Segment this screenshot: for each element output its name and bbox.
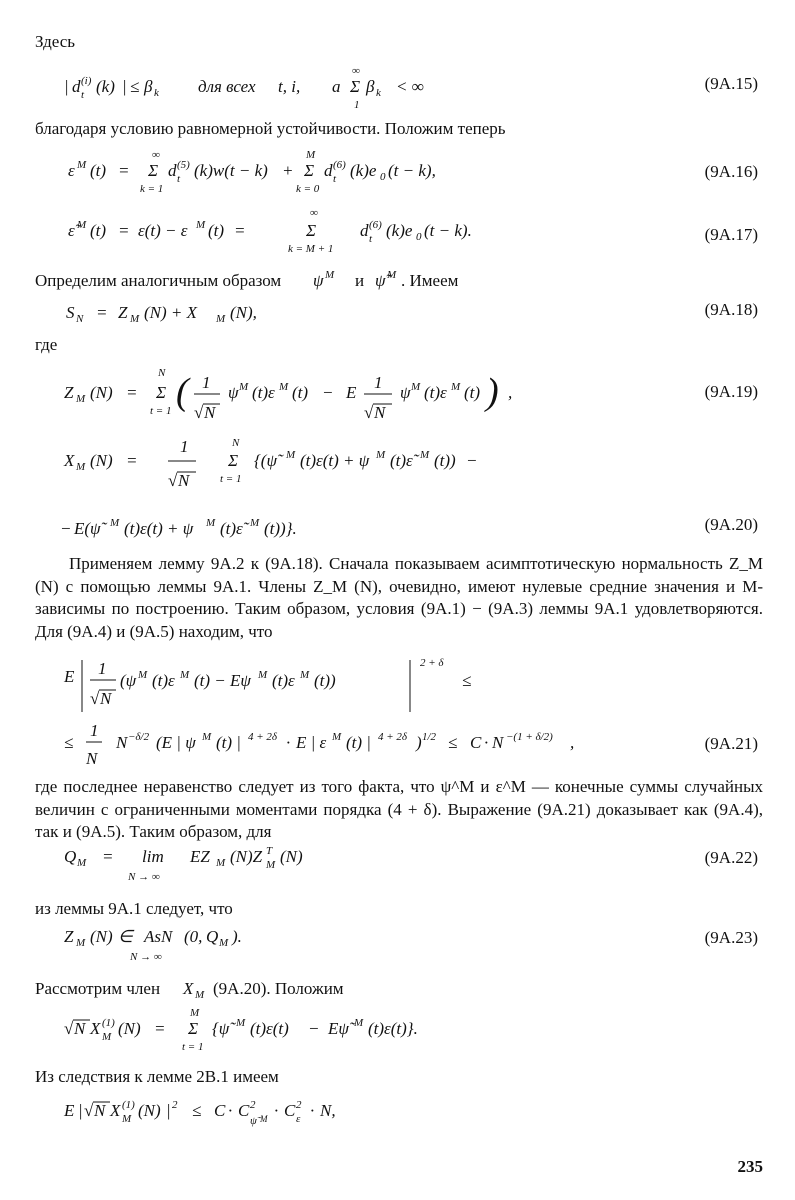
svg-text:(N) + X: (N) + X xyxy=(144,303,198,322)
svg-text:√: √ xyxy=(90,689,100,708)
equation-number: (9А.15) xyxy=(704,74,758,93)
svg-text:4 + 2δ: 4 + 2δ xyxy=(378,731,408,743)
svg-text:1: 1 xyxy=(202,373,211,392)
equation-moment-bound xyxy=(60,1088,540,1149)
svg-text:2: 2 xyxy=(172,1099,178,1111)
svg-text:k = 1: k = 1 xyxy=(140,183,164,195)
svg-text:(6): (6) xyxy=(369,219,382,231)
svg-text:X: X xyxy=(183,979,194,998)
svg-text:M: M xyxy=(260,1114,268,1124)
svg-text:а: а xyxy=(332,77,341,96)
svg-text:−(1 + δ/2): −(1 + δ/2) xyxy=(506,731,553,743)
svg-text:(k)e: (k)e xyxy=(386,221,413,240)
svg-text:∞: ∞ xyxy=(310,207,318,219)
svg-text:(N): (N) xyxy=(280,847,303,866)
svg-text:=: = xyxy=(126,451,138,470)
svg-text:=: = xyxy=(96,303,108,322)
svg-text:2 + δ: 2 + δ xyxy=(420,657,444,669)
svg-text:(9А.20). Положим: (9А.20). Положим xyxy=(213,979,344,998)
svg-text:(t)ε: (t)ε xyxy=(152,671,175,690)
svg-text:√: √ xyxy=(364,403,374,422)
svg-text:ψ̃: ψ̃ xyxy=(250,1115,257,1127)
svg-text:t = 1: t = 1 xyxy=(182,1041,204,1053)
svg-text:≤: ≤ xyxy=(192,1101,202,1120)
text-line xyxy=(35,262,555,297)
svg-text:M: M xyxy=(216,313,226,325)
svg-text:(N): (N) xyxy=(118,1019,141,1038)
svg-text:t = 1: t = 1 xyxy=(150,405,172,417)
svg-text:2: 2 xyxy=(296,1099,302,1111)
svg-text:M: M xyxy=(195,989,205,1001)
svg-text:|: | xyxy=(64,77,69,96)
svg-text:(t): (t) xyxy=(90,161,107,180)
svg-text:(ψ: (ψ xyxy=(120,671,137,690)
svg-text:|: | xyxy=(166,1101,171,1120)
svg-text:(t)): (t)) xyxy=(314,671,336,690)
svg-text:(k)e: (k)e xyxy=(350,161,377,180)
svg-text:ψ̃: ψ̃ xyxy=(375,271,386,290)
svg-text:(t) |: (t) | xyxy=(346,733,371,752)
svg-text:d: d xyxy=(72,77,81,96)
text-zdes: Здесь xyxy=(35,32,76,51)
svg-text:Z: Z xyxy=(64,383,74,402)
svg-text:C: C xyxy=(238,1101,250,1120)
text-line: благодаря условию равномерной устойчивости. Положим теперь xyxy=(35,119,506,138)
svg-text:(t) − Eψ: (t) − Eψ xyxy=(194,671,251,690)
svg-text:1: 1 xyxy=(98,659,107,678)
svg-text:∞: ∞ xyxy=(352,65,360,77)
svg-text:(t)ε(t) + ψ: (t)ε(t) + ψ xyxy=(124,519,194,538)
svg-text:ε(t) − ε: ε(t) − ε xyxy=(138,221,188,240)
svg-text:M: M xyxy=(76,461,86,473)
equation-9a21-part2 xyxy=(60,718,680,783)
svg-text:Σ: Σ xyxy=(350,77,361,96)
svg-text:(t) |: (t) | xyxy=(216,733,241,752)
svg-text:(t)ε̃: (t)ε̃ xyxy=(390,451,413,470)
svg-text:M: M xyxy=(451,381,461,393)
equation-9a20-part1 xyxy=(60,430,600,505)
svg-text:M: M xyxy=(180,669,190,681)
svg-text:N: N xyxy=(232,437,240,449)
svg-text:(: ( xyxy=(176,371,189,413)
svg-text:N: N xyxy=(158,367,166,379)
svg-text:C: C xyxy=(470,733,482,752)
svg-text:M: M xyxy=(77,857,87,869)
equation-9a15 xyxy=(60,62,580,117)
paragraph-inequality-explanation: где последнее неравенство следует из того факта, что ψ^M и ε^M — конечные суммы случайных величин с ограниченными моментами порядка (4 + δ). Выражение (9А.21) доказывает как (9А.4), так и (9А.5). Таким образом, для xyxy=(35,777,763,842)
svg-text:и: и xyxy=(355,271,365,290)
svg-text:(t)ε: (t)ε xyxy=(252,383,275,402)
svg-text:(t)ε(t): (t)ε(t) xyxy=(250,1019,289,1038)
svg-text:d: d xyxy=(360,221,369,240)
svg-text:Σ: Σ xyxy=(228,451,239,470)
equation-number: (9А.23) xyxy=(704,928,758,947)
svg-text:Σ: Σ xyxy=(156,383,167,402)
svg-text:ε̃: ε̃ xyxy=(68,221,75,240)
svg-text:M: M xyxy=(300,669,310,681)
svg-text:(t − k).: (t − k). xyxy=(424,221,472,240)
svg-text:k = 0: k = 0 xyxy=(296,183,320,195)
svg-text:N: N xyxy=(374,403,386,422)
svg-text:t: t xyxy=(333,173,337,185)
svg-text:k: k xyxy=(154,87,159,99)
svg-text:{ψ̃: {ψ̃ xyxy=(212,1019,230,1038)
svg-text:N: N xyxy=(100,689,112,708)
svg-text:−: − xyxy=(466,451,478,470)
svg-text:(t − k),: (t − k), xyxy=(388,161,436,180)
svg-text:−: − xyxy=(308,1019,320,1038)
svg-text:(6): (6) xyxy=(333,159,346,171)
svg-text:E: E xyxy=(64,1101,75,1120)
text-line: Из следствия к лемме 2В.1 имеем xyxy=(35,1067,279,1086)
svg-text:N: N xyxy=(76,313,84,325)
svg-text:≤: ≤ xyxy=(130,77,140,96)
svg-text:(t): (t) xyxy=(292,383,309,402)
svg-text:(t)ε̃: (t)ε̃ xyxy=(220,519,243,538)
svg-text:,: , xyxy=(508,383,513,402)
svg-text:M: M xyxy=(354,1017,364,1029)
svg-text:M: M xyxy=(306,149,316,161)
svg-text:√: √ xyxy=(194,403,204,422)
svg-text:N: N xyxy=(204,403,216,422)
svg-text:M: M xyxy=(77,159,87,171)
svg-text:β: β xyxy=(144,77,153,96)
svg-text:·: · xyxy=(274,1101,279,1120)
svg-text:N → ∞: N → ∞ xyxy=(128,871,160,883)
svg-text:(t))}.: (t))}. xyxy=(264,519,297,538)
svg-text:Z: Z xyxy=(64,927,74,946)
svg-text:{(ψ̃: {(ψ̃ xyxy=(254,451,278,470)
svg-text:M: M xyxy=(325,269,335,281)
svg-text:X: X xyxy=(90,1019,101,1038)
svg-text:·: · xyxy=(310,1101,315,1120)
svg-text:2: 2 xyxy=(250,1099,256,1111)
svg-text:(i): (i) xyxy=(81,75,92,87)
svg-text:): ) xyxy=(486,371,499,413)
svg-text:T: T xyxy=(266,845,273,857)
svg-text:(t)ε: (t)ε xyxy=(424,383,447,402)
svg-text:Q: Q xyxy=(64,847,77,866)
svg-text:·: · xyxy=(228,1101,233,1120)
svg-text:E: E xyxy=(64,667,75,686)
svg-text:=: = xyxy=(118,221,130,240)
svg-text:. Имеем: . Имеем xyxy=(401,271,459,290)
svg-text:M: M xyxy=(411,381,421,393)
svg-text:M: M xyxy=(266,859,276,871)
svg-text:Рассмотрим член: Рассмотрим член xyxy=(35,979,161,998)
equation-number: (9А.19) xyxy=(704,382,758,401)
svg-text:M: M xyxy=(332,731,342,743)
svg-text:ψ: ψ xyxy=(313,271,324,290)
svg-text:(N): (N) xyxy=(90,383,113,402)
svg-text:+: + xyxy=(282,161,294,180)
svg-text:M: M xyxy=(239,381,249,393)
svg-text:k = M + 1: k = M + 1 xyxy=(288,243,334,254)
equation-number: (9А.22) xyxy=(704,848,758,867)
svg-text:√: √ xyxy=(168,471,178,490)
equation-9a21-part1 xyxy=(60,650,560,725)
svg-text:M: M xyxy=(122,1113,132,1125)
svg-text:1: 1 xyxy=(354,99,360,111)
svg-text:< ∞: < ∞ xyxy=(396,77,424,96)
svg-text:·: · xyxy=(484,733,489,752)
svg-text:∈: ∈ xyxy=(118,927,133,946)
text-line: из леммы 9А.1 следует, что xyxy=(35,899,233,918)
svg-text:M: M xyxy=(76,937,86,949)
svg-text:AsN: AsN xyxy=(144,927,173,946)
svg-text:Q: Q xyxy=(206,927,219,946)
svg-text:=: = xyxy=(118,161,130,180)
svg-text:(t)ε: (t)ε xyxy=(272,671,295,690)
equation-9a17 xyxy=(60,196,580,259)
svg-text:≤: ≤ xyxy=(462,671,472,690)
svg-text:(E | ψ: (E | ψ xyxy=(156,733,196,752)
svg-text:≤: ≤ xyxy=(64,733,74,752)
svg-text:M: M xyxy=(196,219,206,231)
equation-9a17-render xyxy=(60,196,580,254)
svg-text:Σ: Σ xyxy=(188,1019,199,1038)
svg-text:E | ε: E | ε xyxy=(296,733,327,752)
equation-number: (9А.20) xyxy=(704,515,758,534)
svg-text:M: M xyxy=(279,381,289,393)
svg-text:ε: ε xyxy=(296,1113,301,1125)
svg-text:=: = xyxy=(234,221,246,240)
svg-text:0: 0 xyxy=(380,171,386,183)
svg-text:N: N xyxy=(492,733,504,752)
svg-text:=: = xyxy=(102,847,114,866)
svg-text:t: t xyxy=(81,89,85,101)
svg-text:(5): (5) xyxy=(177,159,190,171)
svg-text:(k)w(t − k): (k)w(t − k) xyxy=(194,161,268,180)
svg-text:1: 1 xyxy=(180,437,189,456)
svg-text:X: X xyxy=(110,1101,121,1120)
equation-number: (9А.16) xyxy=(704,162,758,181)
svg-text:√: √ xyxy=(84,1101,94,1120)
equation-9a20-part2 xyxy=(60,512,480,547)
svg-text:(0,: (0, xyxy=(184,927,203,946)
svg-text:t: t xyxy=(369,233,373,245)
svg-text:(t)): (t)) xyxy=(434,451,456,470)
svg-text:=: = xyxy=(126,383,138,402)
svg-text:−: − xyxy=(322,383,334,402)
equation-9a18 xyxy=(60,296,480,331)
equation-9a16-render xyxy=(60,142,580,200)
svg-text:M: M xyxy=(286,449,296,461)
svg-text:C: C xyxy=(284,1101,296,1120)
svg-text:E: E xyxy=(346,383,357,402)
svg-text:N → ∞: N → ∞ xyxy=(130,951,162,963)
svg-text:Σ: Σ xyxy=(148,161,159,180)
svg-text:M: M xyxy=(216,857,226,869)
svg-text:M: M xyxy=(219,937,229,949)
svg-text:(k): (k) xyxy=(96,77,115,96)
svg-text:1: 1 xyxy=(374,373,383,392)
svg-text:ψ: ψ xyxy=(400,383,411,402)
svg-text:≤: ≤ xyxy=(448,733,458,752)
svg-text:).: ). xyxy=(232,927,242,946)
svg-text:d: d xyxy=(168,161,177,180)
svg-text:(1): (1) xyxy=(122,1099,135,1111)
svg-text:Σ: Σ xyxy=(304,161,315,180)
equation-number: (9А.21) xyxy=(704,734,758,753)
equation-9a19 xyxy=(60,360,600,437)
svg-text:|: | xyxy=(78,1101,83,1120)
svg-text:EZ: EZ xyxy=(190,847,210,866)
svg-text:∞: ∞ xyxy=(152,149,160,161)
svg-text:M: M xyxy=(102,1031,112,1043)
svg-text:M: M xyxy=(77,219,87,231)
svg-text:M: M xyxy=(258,669,268,681)
svg-text:Z: Z xyxy=(118,303,128,322)
svg-text:S: S xyxy=(66,303,75,322)
svg-text:(t): (t) xyxy=(90,221,107,240)
equation-xm1-definition xyxy=(60,1004,540,1063)
svg-text:N: N xyxy=(74,1019,86,1038)
svg-text:(t)ε(t) + ψ: (t)ε(t) + ψ xyxy=(300,451,370,470)
svg-text:t: t xyxy=(177,173,181,185)
svg-text:·: · xyxy=(286,733,291,752)
page-number: 235 xyxy=(737,1157,763,1176)
svg-text:1/2: 1/2 xyxy=(422,731,437,743)
svg-text:t, i,: t, i, xyxy=(278,77,301,96)
svg-text:Eψ̃: Eψ̃ xyxy=(328,1019,349,1038)
svg-text:M: M xyxy=(130,313,140,325)
svg-text:Определим аналогичным образом: Определим аналогичным образом xyxy=(35,271,282,290)
svg-text:(t)ε(t)}.: (t)ε(t)}. xyxy=(368,1019,418,1038)
svg-text:M: M xyxy=(250,517,260,529)
equation-9a22 xyxy=(60,842,480,893)
svg-text:M: M xyxy=(206,517,216,529)
equation-9a15-render xyxy=(60,62,580,112)
svg-text:−δ/2: −δ/2 xyxy=(128,731,150,743)
svg-text:ψ: ψ xyxy=(228,383,239,402)
svg-text:для всех: для всех xyxy=(198,77,256,96)
svg-text:lim: lim xyxy=(142,847,164,866)
svg-text:M: M xyxy=(376,449,386,461)
svg-text:−: − xyxy=(60,519,72,538)
equation-number: (9А.18) xyxy=(704,300,758,319)
svg-text:): ) xyxy=(416,733,422,752)
svg-text:E(ψ̃: E(ψ̃ xyxy=(74,519,101,538)
svg-text:0: 0 xyxy=(416,231,422,243)
svg-text:M: M xyxy=(202,731,212,743)
svg-text:M: M xyxy=(110,517,120,529)
svg-text:(t): (t) xyxy=(464,383,481,402)
svg-text:(N),: (N), xyxy=(230,303,257,322)
svg-text:=: = xyxy=(154,1019,166,1038)
svg-text:M: M xyxy=(387,269,397,281)
svg-text:ε: ε xyxy=(68,161,75,180)
svg-text:(t): (t) xyxy=(208,221,225,240)
svg-text:M: M xyxy=(190,1007,200,1019)
svg-text:k: k xyxy=(376,87,381,99)
svg-text:β: β xyxy=(366,77,375,96)
svg-text:M: M xyxy=(138,669,148,681)
svg-text:(N): (N) xyxy=(90,451,113,470)
svg-text:√: √ xyxy=(64,1019,74,1038)
svg-text:N,: N, xyxy=(320,1101,336,1120)
paragraph-lemma-application: Применяем лемму 9А.2 к (9А.18). Сначала показываем асимптотическую нормальность Z_M (N) с помощью леммы 9А.1. Члены Z_M (N), очевидно, имеют нулевые средние значения и M-зависимы по построению. Таким образом, условия (9А.1) − (9А.3) леммы 9А.1 удовлетворяются. Для (9А.4) и (9А.5) находим, что xyxy=(35,554,763,641)
svg-text:Σ: Σ xyxy=(306,221,317,240)
svg-text:C: C xyxy=(214,1101,226,1120)
svg-text:(N): (N) xyxy=(138,1101,161,1120)
svg-text:1: 1 xyxy=(90,721,99,740)
svg-text:X: X xyxy=(64,451,75,470)
svg-text:(N): (N) xyxy=(90,927,113,946)
svg-text:N: N xyxy=(178,471,190,490)
equation-9a23 xyxy=(60,922,480,973)
svg-text:|: | xyxy=(122,77,127,96)
svg-text:d: d xyxy=(324,161,333,180)
svg-text:N: N xyxy=(86,749,98,768)
text-line xyxy=(35,972,455,1007)
svg-text:N: N xyxy=(94,1101,106,1120)
svg-text:(N)Z: (N)Z xyxy=(230,847,263,866)
svg-text:(1): (1) xyxy=(102,1017,115,1029)
svg-text:N: N xyxy=(116,733,128,752)
svg-text:,: , xyxy=(570,733,575,752)
equation-number: (9А.17) xyxy=(704,225,758,244)
svg-text:t = 1: t = 1 xyxy=(220,473,242,485)
svg-text:M: M xyxy=(420,449,430,461)
svg-text:M: M xyxy=(236,1017,246,1029)
svg-text:4 + 2δ: 4 + 2δ xyxy=(248,731,278,743)
svg-text:M: M xyxy=(76,393,86,405)
text-gde: где xyxy=(35,335,58,354)
